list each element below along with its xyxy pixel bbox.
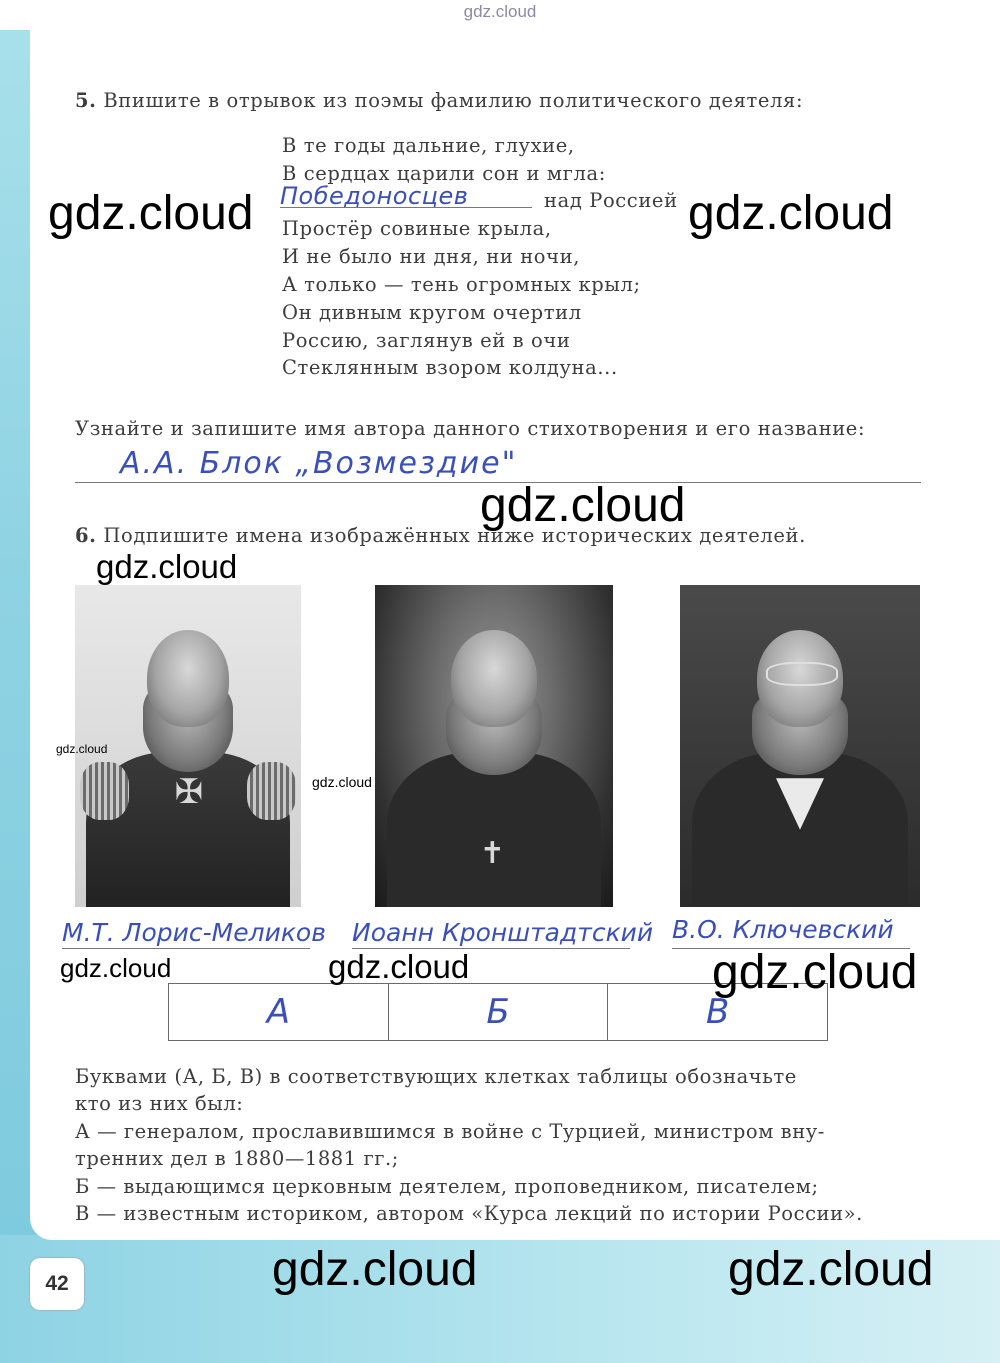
header-watermark: gdz.cloud xyxy=(463,2,537,21)
watermark: gdz.cloud xyxy=(728,1243,934,1296)
instruction-line: Б — выдающимся церковным деятелем, проповедником, писателем; xyxy=(75,1174,819,1198)
fill-in-line xyxy=(280,207,532,208)
portrait-loris-melikov xyxy=(75,585,301,907)
watermark: gdz.cloud xyxy=(56,742,108,756)
portrait-head xyxy=(451,630,537,727)
instruction-line: В — известным историком, автором «Курса лекций по истории России». xyxy=(75,1202,863,1226)
answer-cell-3[interactable]: В xyxy=(608,984,828,1041)
name-line-1 xyxy=(62,948,310,949)
watermark: gdz.cloud xyxy=(96,548,238,585)
handwritten-name-3: В.О. Ключевский xyxy=(672,915,894,944)
poem-line: И не было ни дня, ни ночи, xyxy=(282,245,581,269)
task6-number: 6. xyxy=(75,524,97,547)
task6-instructions xyxy=(75,1063,921,1227)
instruction-line: Буквами (А, Б, В) в соответствующих клетках таблицы обозначьте xyxy=(75,1065,797,1088)
watermark: gdz.cloud xyxy=(480,479,686,532)
portrait-vestment xyxy=(387,752,601,907)
poem-line: Он дивным кругом очертил xyxy=(282,300,582,324)
task5-prompt-text: Впишите в отрывок из поэмы фамилию политического деятеля: xyxy=(103,89,804,112)
watermark: gdz.cloud xyxy=(712,946,918,999)
watermark: gdz.cloud xyxy=(328,948,470,985)
task5-prompt xyxy=(75,89,803,112)
task6-prompt xyxy=(75,524,806,547)
task6-prompt-text: Подпишите имена изображённых ниже исторических деятелей. xyxy=(103,524,806,547)
author-question: Узнайте и запишите имя автора данного стихотворения и его название: xyxy=(75,417,866,440)
handwritten-author-answer: А.А. Блок „Возмездие" xyxy=(120,446,518,481)
poem-line: А только — тень огромных крыл; xyxy=(282,272,641,296)
left-epaulet xyxy=(80,762,130,820)
watermark: gdz.cloud xyxy=(272,1243,478,1296)
handwritten-politician-name: Победоносцев xyxy=(280,182,469,210)
watermark: gdz.cloud xyxy=(48,187,254,240)
poem-line: Стеклянным взором колдуна... xyxy=(282,356,618,380)
handwritten-name-2: Иоанн Кронштадтский xyxy=(352,918,654,947)
poem-line-rest: над Россией xyxy=(544,189,678,212)
portrait-klyuchevsky xyxy=(680,585,920,907)
instruction-line: тренних дел в 1880—1881 гг.; xyxy=(75,1147,399,1171)
portrait-ioann-kronshtadtsky xyxy=(375,585,613,907)
watermark: gdz.cloud xyxy=(60,953,172,983)
watermark: gdz.cloud xyxy=(312,774,372,790)
poem-line: В сердцах царили сон и мгла: xyxy=(282,161,606,185)
answer-cell-2[interactable]: Б xyxy=(388,984,608,1041)
portrait-coat xyxy=(692,752,908,907)
order-cross-icon: ✠ xyxy=(174,771,203,812)
poem-line: Простёр совиные крыла, xyxy=(282,217,552,241)
poem-line: Россию, заглянув ей в очи xyxy=(282,328,571,352)
portrait-head xyxy=(147,630,228,727)
instruction-line: кто из них был: xyxy=(75,1092,244,1116)
answer-cell-1[interactable]: А xyxy=(169,984,389,1041)
watermark: gdz.cloud xyxy=(688,187,894,240)
task5-number: 5. xyxy=(75,89,97,112)
poem-excerpt xyxy=(282,132,641,382)
instruction-line: А — генералом, прославившимся в войне с Турцией, министром вну- xyxy=(75,1119,825,1143)
glasses-icon xyxy=(766,662,837,685)
handwritten-name-1: М.Т. Лорис-Меликов xyxy=(62,918,326,947)
page-number: 42 xyxy=(30,1258,84,1310)
poem-line: В те годы дальние, глухие, xyxy=(282,134,575,157)
right-epaulet xyxy=(247,762,297,820)
pectoral-cross-icon: ✝ xyxy=(479,836,505,872)
